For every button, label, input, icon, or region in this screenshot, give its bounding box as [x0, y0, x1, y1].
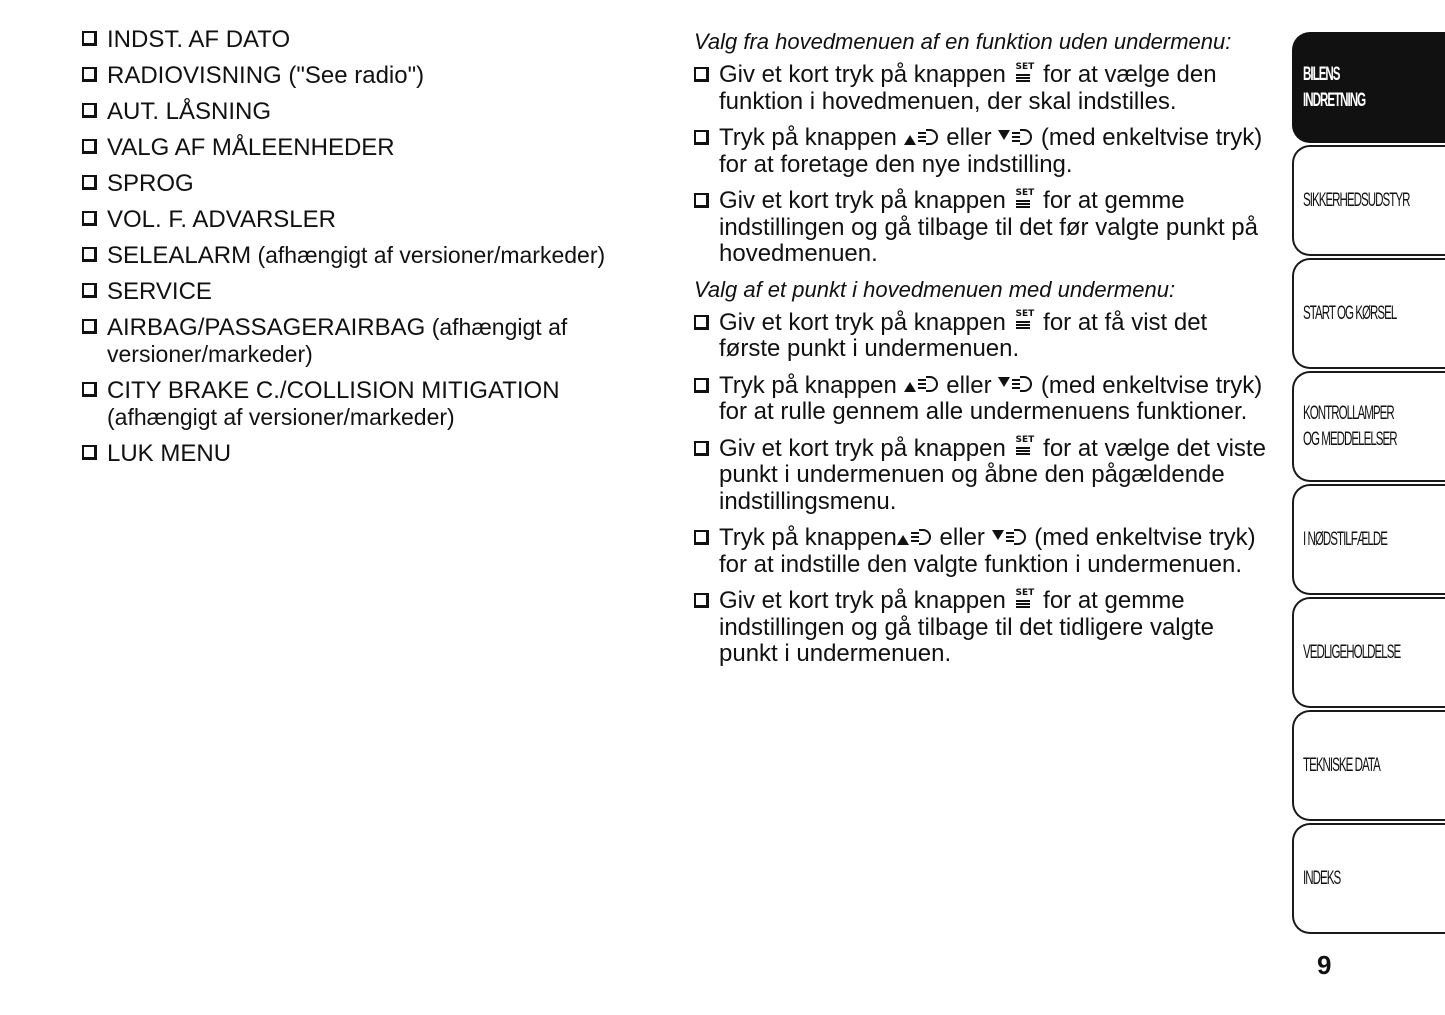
instruction-item: Giv et kort tryk på knappen SET for at få vist det første punkt i undermenuen.: [694, 310, 1274, 363]
list-item: SELEALARM (afhængigt af versioner/markeder): [82, 242, 662, 269]
left-menu-list: [82, 26, 662, 476]
list-item: SERVICE: [82, 278, 662, 305]
tab-kontrollamper[interactable]: KONTROLLAMPER OG MEDDELELSER: [1292, 371, 1445, 482]
list-item: AIRBAG/PASSAGERAIRBAG (afhængigt af versioner/markeder): [82, 314, 662, 368]
checkbox-bullet-icon: [694, 315, 709, 330]
up-headlamp-button-icon: [904, 126, 940, 148]
section-heading: Valg af et punkt i hovedmenuen med undermenu:: [694, 276, 1176, 302]
list-item: VALG AF MÅLEENHEDER: [82, 134, 662, 161]
checkbox-bullet-icon: [82, 445, 97, 460]
down-headlamp-button-icon: [992, 526, 1028, 548]
checkbox-bullet-icon: [82, 175, 97, 190]
checkbox-bullet-icon: [82, 31, 97, 46]
checkbox-bullet-icon: [694, 593, 709, 608]
tab-start-og-koersel[interactable]: START OG KØRSEL: [1292, 258, 1445, 369]
checkbox-bullet-icon: [694, 441, 709, 456]
checkbox-bullet-icon: [82, 139, 97, 154]
tab-bilens-indretning[interactable]: BILENS INDRETNING: [1292, 32, 1445, 143]
checkbox-bullet-icon: [82, 67, 97, 82]
set-button-icon: SET: [1014, 189, 1034, 211]
checkbox-bullet-icon: [82, 103, 97, 118]
list-item: CITY BRAKE C./COLLISION MITIGATION (afhængigt af versioner/markeder): [82, 377, 662, 431]
tab-i-noedstilfaelde[interactable]: I NØDSTILFÆLDE: [1292, 484, 1445, 595]
checkbox-bullet-icon: [694, 378, 709, 393]
checkbox-bullet-icon: [694, 67, 709, 82]
checkbox-bullet-icon: [82, 247, 97, 262]
instruction-item: Giv et kort tryk på knappen SET for at gemme indstillingen og gå tilbage til det tidligere valgte punkt i undermenuen.: [694, 588, 1274, 668]
checkbox-bullet-icon: [82, 319, 97, 334]
checkbox-bullet-icon: [694, 130, 709, 145]
tab-sikkerhedsudstyr[interactable]: SIKKERHEDSUDSTYR: [1292, 145, 1445, 256]
instruction-item: Tryk på knappen eller (med enkeltvise tryk) for at rulle gennem alle undermenuens funktioner.: [694, 373, 1274, 426]
tab-vedligeholdelse[interactable]: VEDLIGEHOLDELSE: [1292, 597, 1445, 708]
checkbox-bullet-icon: [694, 193, 709, 208]
list-item: LUK MENU: [82, 440, 662, 467]
set-button-icon: SET: [1014, 589, 1034, 611]
tab-tekniske-data[interactable]: TEKNISKE DATA: [1292, 710, 1445, 821]
checkbox-bullet-icon: [82, 382, 97, 397]
instruction-item: Giv et kort tryk på knappen SET for at vælge den funktion i hovedmenuen, der skal indstilles.: [694, 62, 1274, 115]
down-headlamp-button-icon: [998, 373, 1034, 395]
checkbox-bullet-icon: [82, 283, 97, 298]
instruction-item: Tryk på knappen eller (med enkeltvise tryk) for at indstille den valgte funktion i undermenuen.: [694, 525, 1274, 578]
list-item: SPROG: [82, 170, 662, 197]
up-headlamp-button-icon: [897, 526, 933, 548]
set-button-icon: SET: [1014, 310, 1034, 332]
checkbox-bullet-icon: [82, 211, 97, 226]
list-item: RADIOVISNING ("See radio"): [82, 62, 662, 89]
instruction-item: Giv et kort tryk på knappen SET for at gemme indstillingen og gå tilbage til det før valgte punkt på hovedmenuen.: [694, 188, 1274, 268]
section-heading: Valg fra hovedmenuen af en funktion uden undermenu:: [694, 29, 1232, 54]
list-item: AUT. LÅSNING: [82, 98, 662, 125]
up-headlamp-button-icon: [904, 373, 940, 395]
list-item: VOL. F. ADVARSLER: [82, 206, 662, 233]
checkbox-bullet-icon: [694, 530, 709, 545]
tab-indeks[interactable]: INDEKS: [1292, 823, 1445, 934]
down-headlamp-button-icon: [998, 126, 1034, 148]
chapter-tabs: [1292, 32, 1445, 936]
list-item: INDST. AF DATO: [82, 26, 662, 53]
set-button-icon: SET: [1014, 436, 1034, 458]
instructions-column: [694, 28, 1274, 678]
instruction-item: Giv et kort tryk på knappen SET for at vælge det viste punkt i undermenuen og åbne den pågældende indstillingsmenu.: [694, 436, 1274, 516]
instruction-item: Tryk på knappen eller (med enkeltvise tryk) for at foretage den nye indstilling.: [694, 125, 1274, 178]
set-button-icon: SET: [1014, 63, 1034, 85]
page-number: 9: [1317, 950, 1332, 980]
